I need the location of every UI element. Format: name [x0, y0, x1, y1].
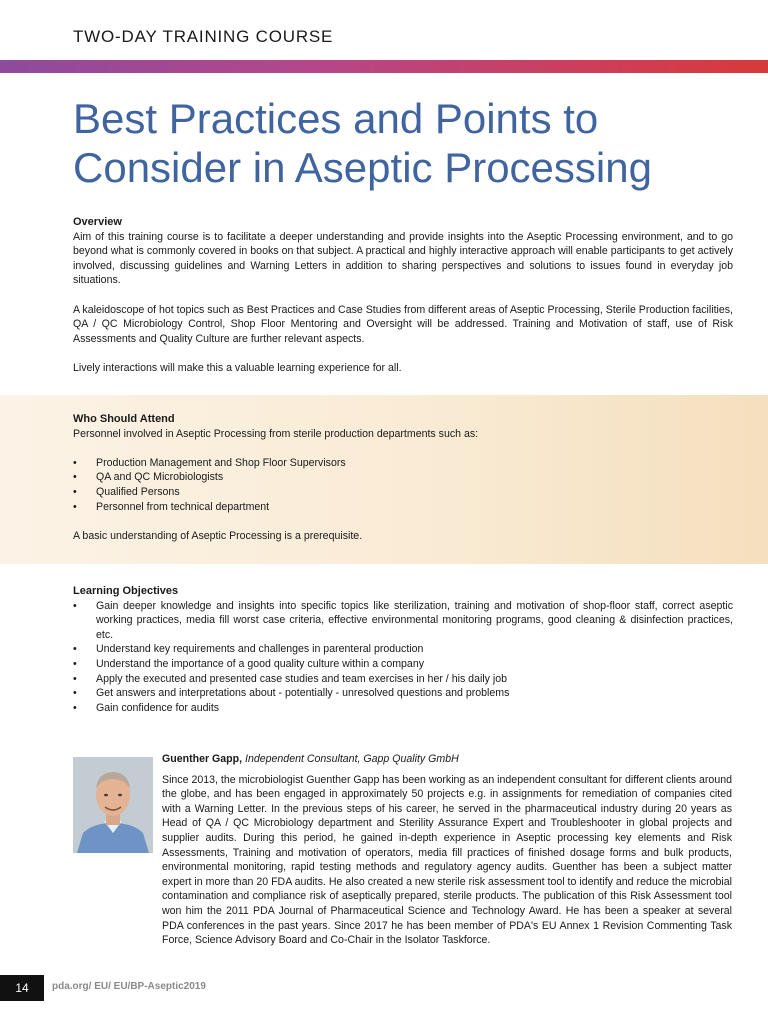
speaker-bio-text: Since 2013, the microbiologist Guenther Gapp has been working as an independent consultant for different clients around the globe, and has been engaged in approximately 50 projects e.g. in assignments for remediation of companies cited with a Warning Letter. In the previous steps of his career, he served in the pharmaceutical industry during 20 years as Head of QA / QC Microbiology department and Sterility Assurance Expert and Troubleshooter in global projects and supplier audits. During this period, he gained in-depth experience in Aseptic processing key elements and Risk Assessments, Training and motivation of operators, media fill practices of finished dosage forms and bulk products, environmental monitoring, rapid testing methods and regulatory agency audits. Guenther has been a subject matter expert in more than 20 FDA audits. He also created a new sterile risk assessment tool to identify and reduce the microbial contamination and compliance risk of aseptically prepared, sterile products. The publication of this Risk Assessment tool won him the 2011 PDA Journal of Pharmaceutical Science and Technology Award. He has been a speaker at several PDA conferences in the past years. Since 2017 he has been member of PDA's EU Annex 1 Revision Commenting Task Force, Science Advisory Board and Co-Chair in the Isolator Taskforce.: [162, 773, 732, 947]
list-item: • Gain deeper knowledge and insights into specific topics like sterilization, training and motivation of shop-floor staff, correct aseptic working practices, media fill worst case criteria, effective environmental monitoring programs, good cleaning & disinfection practices, etc.: [73, 599, 733, 643]
attend-list: [73, 456, 733, 514]
attend-note: A basic understanding of Aseptic Processing is a prerequisite.: [73, 529, 363, 542]
footer-url[interactable]: pda.org/ EU/ EU/BP-Aseptic2019: [52, 981, 206, 992]
speaker-photo: [73, 757, 153, 853]
attend-heading: Who Should Attend: [73, 413, 175, 425]
list-item: • Understand key requirements and challenges in parenteral production: [73, 642, 733, 657]
list-item: • Get answers and interpretations about - potentially - unresolved questions and problems: [73, 686, 733, 701]
list-item: • Personnel from technical department: [73, 500, 733, 515]
course-kicker: TWO-DAY TRAINING COURSE: [73, 27, 334, 46]
who-should-attend-section: [73, 412, 733, 543]
overview-paragraph-2: A kaleidoscope of hot topics such as Best Practices and Case Studies from different areas of Aseptic Processing, Sterile Production facilities, QA / QC Microbiology Control, Shop Floor Mentoring and Oversight will be addressed. Training and Motivation of staff, use of Risk Assessments and Quality Culture are further relevant aspects.: [73, 303, 733, 345]
learning-objectives-section: [73, 584, 733, 715]
title-line-2: Consider in Aseptic Processing: [73, 144, 652, 191]
list-item: • Gain confidence for audits: [73, 701, 733, 716]
list-item: • Qualified Persons: [73, 485, 733, 500]
page-title: [73, 94, 753, 192]
overview-paragraph-1: Aim of this training course is to facilitate a deeper understanding and provide insights into the Aseptic Processing environment, and to go beyond what is commonly covered in books on that subject. A practical and highly interactive approach will enable participants to get actively involved, discussing guidelines and Warning Letters in addition to sharing perspectives and solutions to issues found in everyday job situations.: [73, 230, 733, 287]
overview-paragraph-3: Lively interactions will make this a valuable learning experience for all.: [73, 361, 402, 374]
overview-heading: Overview: [73, 216, 122, 228]
list-item: • Production Management and Shop Floor Supervisors: [73, 456, 733, 471]
speaker-bio: [162, 752, 732, 948]
list-item: • Understand the importance of a good quality culture within a company: [73, 657, 733, 672]
speaker-heading: [162, 752, 732, 767]
overview-section: [73, 215, 733, 376]
portrait-image: [73, 757, 153, 853]
objectives-heading: Learning Objectives: [73, 585, 179, 597]
list-item: • QA and QC Microbiologists: [73, 470, 733, 485]
objectives-list: [73, 599, 733, 716]
page-number: 14: [0, 975, 44, 1001]
speaker-name: Guenther Gapp,: [162, 753, 243, 765]
title-line-1: Best Practices and Points to: [73, 95, 599, 142]
attend-intro: Personnel involved in Aseptic Processing from sterile production departments such as:: [73, 427, 479, 440]
header-stripe: [0, 60, 768, 73]
speaker-role: Independent Consultant, Gapp Quality GmbH: [245, 753, 459, 765]
list-item: • Apply the executed and presented case studies and team exercises in her / his daily job: [73, 672, 733, 687]
